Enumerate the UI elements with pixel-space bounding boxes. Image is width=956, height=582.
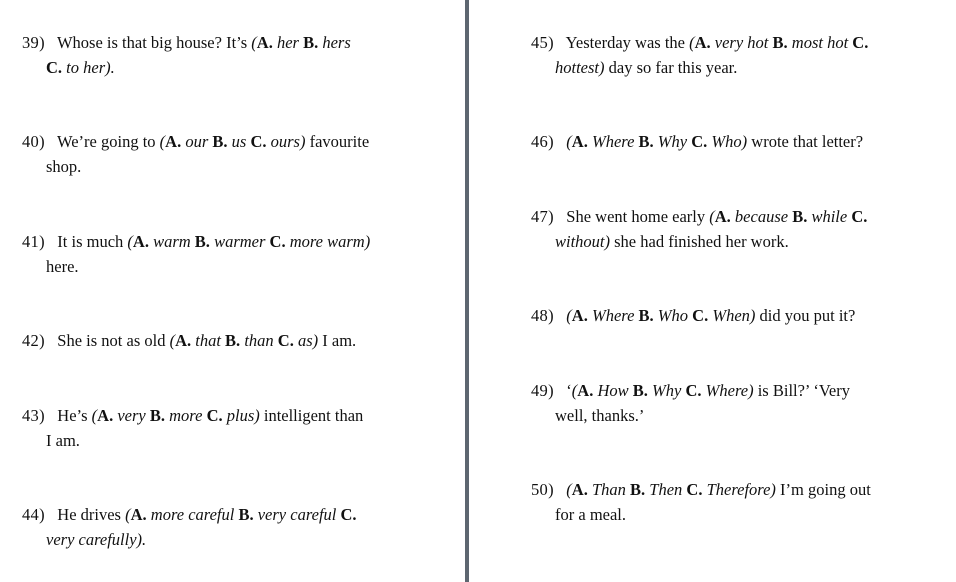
question-text: for a meal. [555,505,627,524]
option-letter: C. [340,505,357,524]
option-text: Why [647,381,686,400]
option-text: Then [645,480,687,499]
question-line [22,403,363,428]
option-text: hottest) [555,58,605,77]
option-text: ( [125,505,131,524]
question-number: 48) [531,306,554,325]
option-text: How [593,381,633,400]
question-48 [531,303,855,328]
option-text: very carefully). [46,530,147,549]
option-letter: C. [46,58,63,77]
option-letter: C. [692,306,709,325]
option-text: without) [555,232,611,251]
option-letter: A. [714,207,731,226]
question-number: 40) [22,132,45,151]
question-text: here. [46,257,79,276]
option-text: ( [689,33,695,52]
question-line [531,55,868,80]
question-text: I am. [318,331,357,350]
option-text: Therefore) [702,480,776,499]
option-text: plus) [222,406,260,425]
option-letter: A. [571,132,588,151]
question-50 [531,477,871,527]
question-line [22,55,351,80]
option-text: Why [653,132,692,151]
question-text: He drives [57,505,126,524]
option-letter: C. [852,33,869,52]
option-letter: C. [851,207,868,226]
option-letter: C. [206,406,223,425]
question-41 [22,229,370,279]
question-line [531,477,871,502]
option-text: Who [653,306,693,325]
question-43 [22,403,363,453]
option-text: ( [566,480,572,499]
option-text: hers [318,33,351,52]
question-number: 49) [531,381,554,400]
option-letter: B. [194,232,210,251]
option-text: very hot [710,33,773,52]
question-line [22,328,356,353]
question-text: It is much [57,232,128,251]
column-divider [465,0,469,582]
option-text: than [240,331,278,350]
option-text: most hot [787,33,853,52]
option-letter: B. [212,132,228,151]
question-number: 41) [22,232,45,251]
question-text: day so far this year. [604,58,738,77]
option-text: very careful [253,505,341,524]
option-letter: B. [772,33,788,52]
option-text: Where) [701,381,754,400]
option-text: Than [587,480,631,499]
option-text: warm [148,232,195,251]
question-number: 46) [531,132,554,151]
option-text: warmer [209,232,270,251]
question-text: She is not as old [57,331,170,350]
option-letter: A. [132,232,149,251]
option-letter: A. [175,331,192,350]
question-line [531,502,871,527]
option-text: Where [587,132,639,151]
option-letter: C. [277,331,294,350]
option-text: ( [127,232,133,251]
question-line [531,129,863,154]
question-text: Whose is that big house? It’s [56,33,252,52]
option-text: Who) [707,132,748,151]
question-text: Yesterday was the [565,33,690,52]
question-number: 47) [531,207,554,226]
question-45 [531,30,868,80]
question-line [531,30,868,55]
option-text: more [165,406,207,425]
option-text: ( [566,306,572,325]
question-39 [22,30,351,80]
option-letter: B. [638,132,654,151]
question-text: shop. [46,157,82,176]
question-text: she had finished her work. [610,232,789,251]
question-number: 45) [531,33,554,52]
question-text: intelligent than [259,406,364,425]
option-text: while [807,207,852,226]
option-letter: B. [303,33,319,52]
option-letter: B. [225,331,241,350]
question-line [22,229,370,254]
option-text: more careful [146,505,239,524]
option-letter: C. [686,480,703,499]
question-text: favourite [305,132,370,151]
option-letter: B. [632,381,648,400]
question-text: She went home early [566,207,710,226]
question-line [531,204,867,229]
option-text: our [181,132,213,151]
question-line [531,229,867,254]
question-number: 39) [22,33,45,52]
option-text: very [113,406,150,425]
option-text: ( [709,207,715,226]
question-line [22,254,370,279]
question-text: He’s [57,406,92,425]
question-42 [22,328,356,353]
option-text: Where [587,306,639,325]
option-letter: A. [165,132,182,151]
option-letter: C. [691,132,708,151]
question-number: 44) [22,505,45,524]
option-text: us [227,132,251,151]
question-text: wrote that letter? [747,132,864,151]
question-44 [22,502,357,552]
question-line [22,154,369,179]
question-line [22,129,369,154]
option-text: as) [293,331,319,350]
question-text: did you put it? [755,306,856,325]
option-letter: C. [250,132,267,151]
option-letter: A. [571,480,588,499]
question-number: 42) [22,331,45,350]
question-49 [531,378,850,428]
option-text: ( [571,381,578,400]
option-text: ( [566,132,572,151]
question-text: We’re going to [56,132,160,151]
question-text: ‘ [566,381,572,400]
question-line [22,30,351,55]
question-line [22,428,363,453]
option-letter: A. [571,306,588,325]
question-line [531,303,855,328]
question-line [22,527,357,552]
question-line [22,502,357,527]
question-40 [22,129,369,179]
option-letter: B. [238,505,254,524]
question-46 [531,129,863,154]
option-text: When) [708,306,756,325]
option-text: that [191,331,226,350]
option-text: ( [251,33,257,52]
option-letter: B. [630,480,646,499]
option-letter: A. [97,406,114,425]
question-text: I am. [46,431,80,450]
option-text: ( [159,132,166,151]
question-text: well, thanks.’ [555,406,645,425]
option-letter: A. [694,33,711,52]
option-letter: A. [256,33,273,52]
option-text: ours) [266,132,306,151]
question-line [531,378,850,403]
question-47 [531,204,867,254]
option-letter: C. [269,232,286,251]
option-letter: B. [792,207,808,226]
option-letter: C. [685,381,702,400]
option-letter: B. [149,406,165,425]
question-text: is Bill?’ ‘Very [753,381,850,400]
question-number: 50) [531,480,554,499]
option-letter: A. [577,381,594,400]
option-text: ( [91,406,98,425]
option-text: her [272,33,304,52]
option-text: because [730,207,793,226]
option-text: more warm) [285,232,371,251]
option-text: to her). [62,58,115,77]
option-letter: B. [638,306,654,325]
option-text: ( [169,331,176,350]
question-text: I’m going out [775,480,871,499]
question-number: 43) [22,406,45,425]
question-line [531,403,850,428]
option-letter: A. [130,505,147,524]
